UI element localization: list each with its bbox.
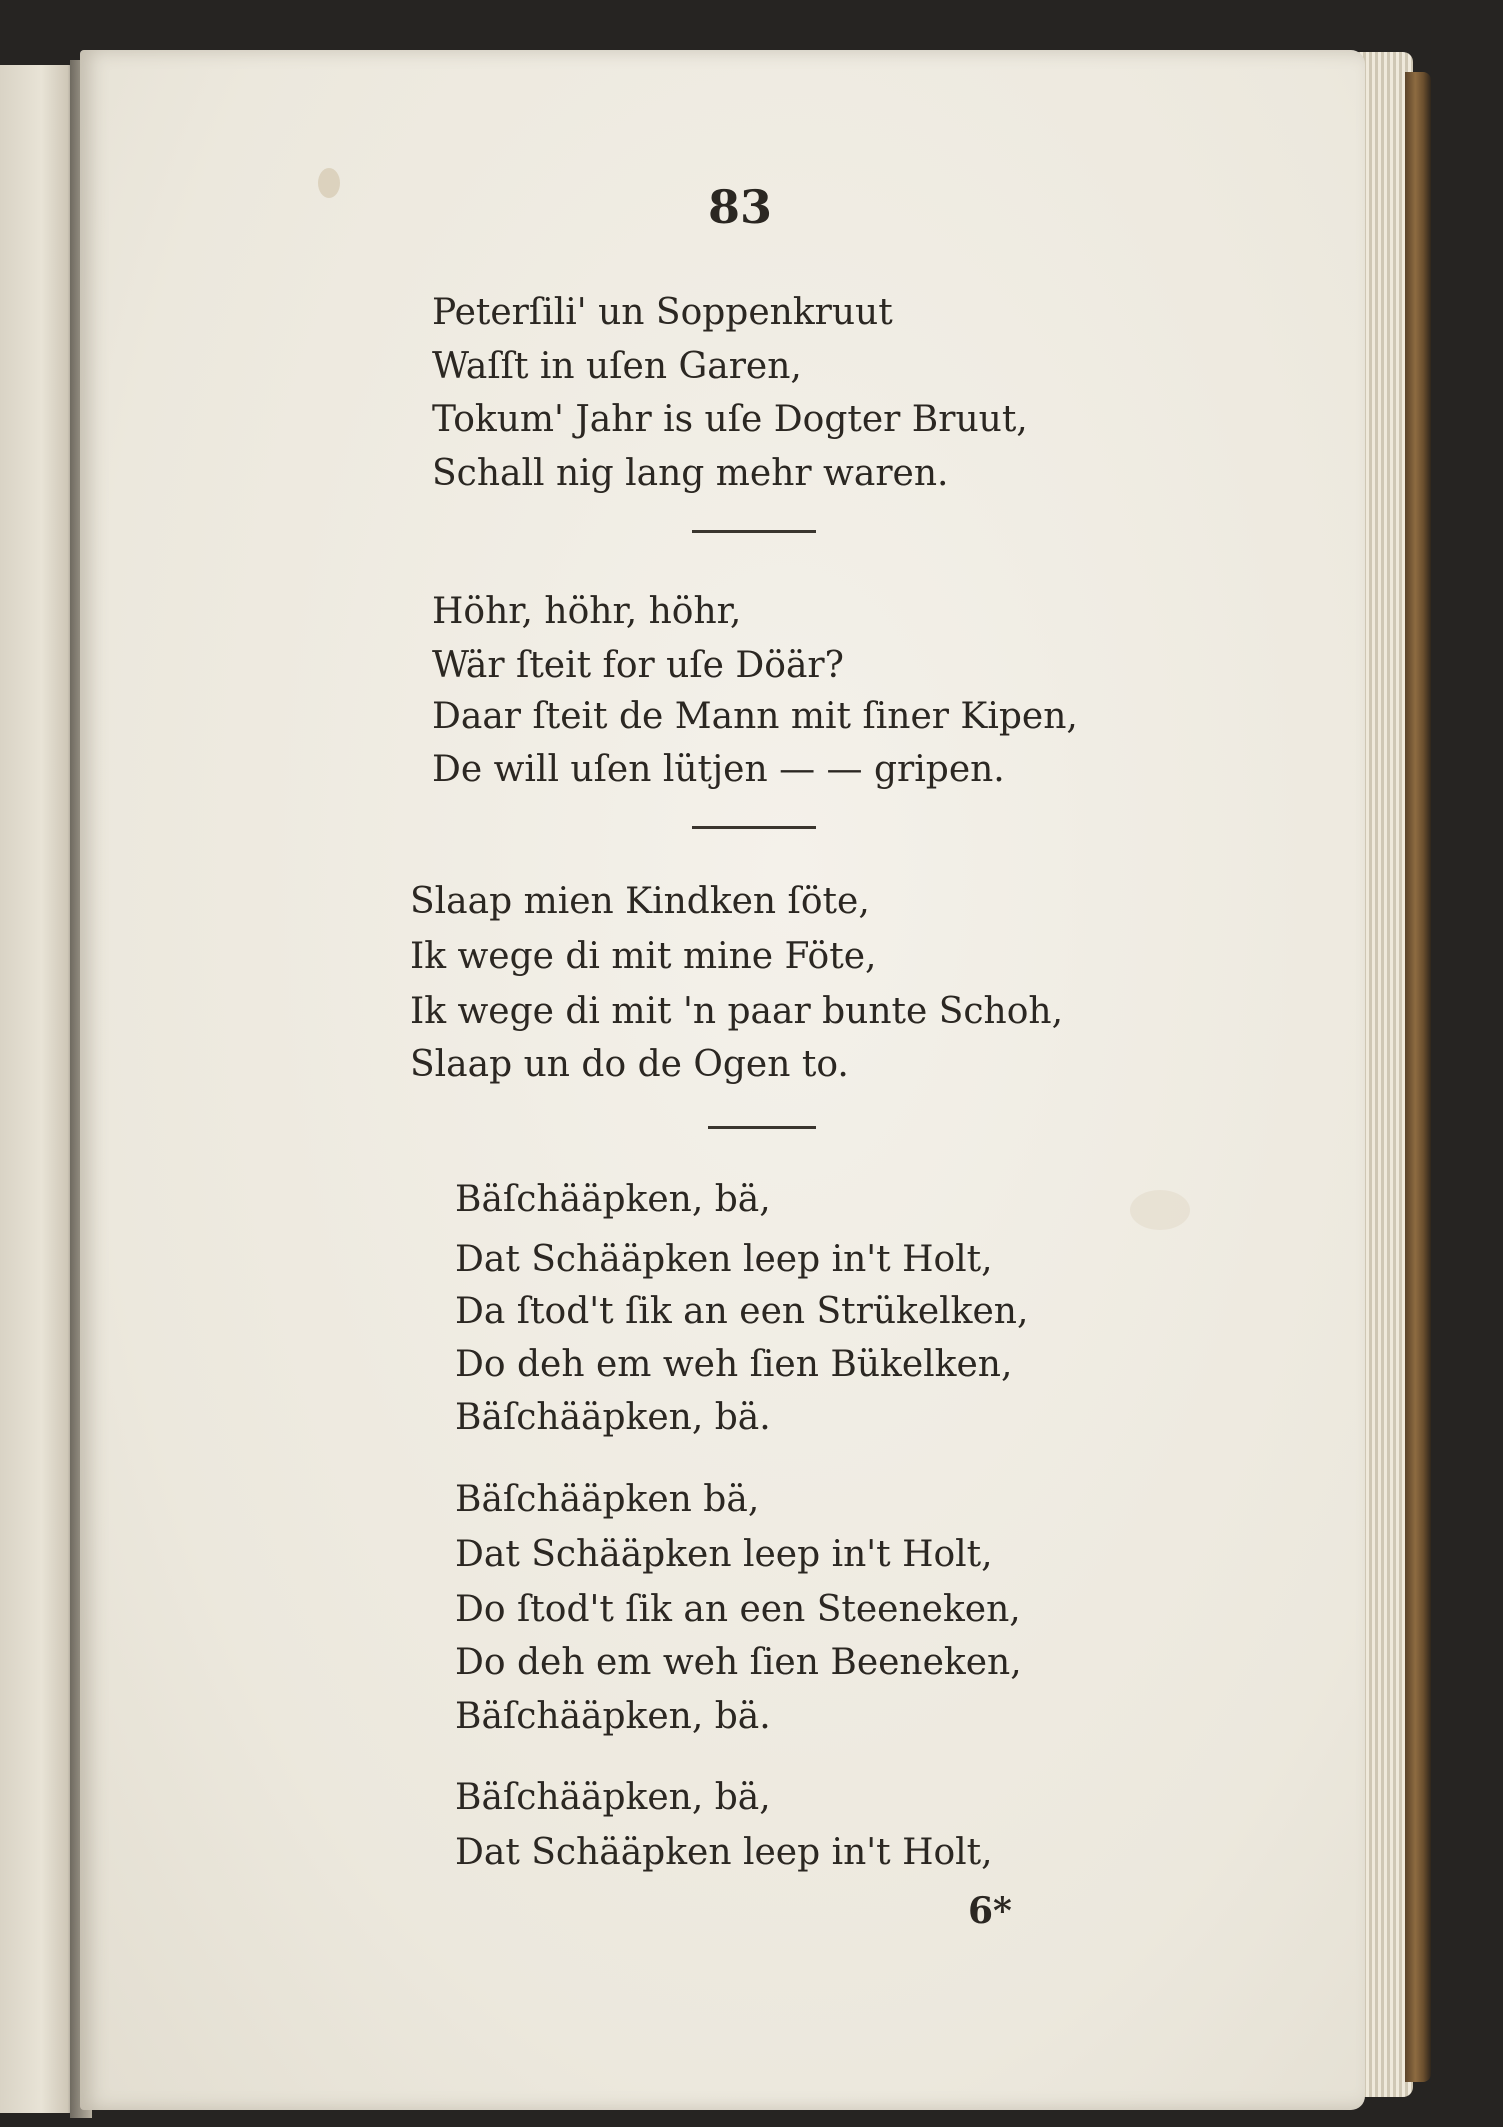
verse-line: Bäſchääpken, bä,	[455, 1777, 771, 1818]
verse-line: Slaap mien Kindken ſöte,	[410, 881, 870, 922]
verse-line: Peterſili' un Soppenkruut	[432, 292, 893, 333]
verse-line: Höhr, höhr, höhr,	[432, 591, 742, 632]
verse-line: Waſſt in uſen Garen,	[432, 346, 802, 387]
verse-line: Ik wege di mit 'n paar bunte Schoh,	[410, 991, 1064, 1032]
verse-line: Daar ſteit de Mann mit ſiner Kipen,	[432, 696, 1078, 737]
verse-line: Bäſchääpken bä,	[455, 1479, 760, 1520]
page-number: 83	[707, 180, 772, 234]
section-divider	[708, 1126, 816, 1129]
verse-line: Ik wege di mit mine Föte,	[410, 936, 877, 977]
verse-line: Bäſchääpken, bä.	[455, 1696, 771, 1737]
section-divider	[692, 826, 816, 829]
verse-line: Bäſchääpken, bä,	[455, 1179, 771, 1220]
verse-line: De will uſen lütjen — — gripen.	[432, 749, 1005, 790]
verse-line: Do ſtod't ſik an een Steeneken,	[455, 1589, 1021, 1630]
verse-line: Do deh em weh ſien Beeneken,	[455, 1642, 1022, 1683]
verse-line: Bäſchääpken, bä.	[455, 1397, 771, 1438]
verse-line: Tokum' Jahr is uſe Dogter Bruut,	[432, 399, 1028, 440]
verse-line: Dat Schääpken leep in't Holt,	[455, 1239, 993, 1280]
page-stain	[1130, 1190, 1190, 1230]
verse-line: Schall nig lang mehr waren.	[432, 453, 949, 494]
verse-line: Do deh em weh ſien Bükelken,	[455, 1344, 1013, 1385]
section-divider	[692, 530, 816, 533]
verse-line: Wär ſteit for uſe Döär?	[432, 645, 844, 686]
verse-line: Dat Schääpken leep in't Holt,	[455, 1534, 993, 1575]
verse-line: Dat Schääpken leep in't Holt,	[455, 1832, 993, 1873]
book-cover-edge	[1405, 72, 1431, 2082]
verse-line: Da ſtod't ſik an een Strükelken,	[455, 1291, 1029, 1332]
printer-signature-mark: 6*	[968, 1890, 1012, 1932]
left-page-edge	[0, 65, 75, 2113]
verse-line: Slaap un do de Ogen to.	[410, 1044, 849, 1085]
